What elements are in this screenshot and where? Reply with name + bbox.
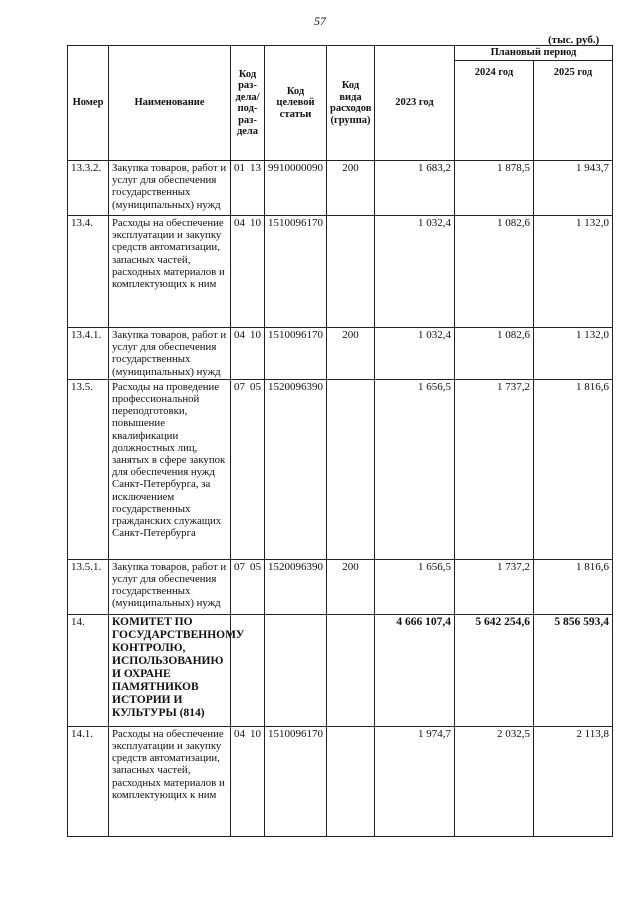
- row-value-2023: 1 032,4: [375, 216, 455, 328]
- row-expense-code: [327, 614, 375, 726]
- row-section-code: [231, 161, 265, 216]
- row-target-code: 1510096170: [265, 726, 327, 836]
- units-label: (тыс. руб.): [548, 34, 600, 46]
- section-code: 07: [234, 380, 245, 393]
- row-name: Расходы на проведение профессиональной переподготовки, повышение квалификации должностных лиц, занятых в сфере закупок для обеспечения нужд Санкт-Петербурга, за исключением государственных гражданских служащих Санкт-Петербурга: [109, 379, 231, 559]
- table-row: [68, 216, 613, 328]
- row-section-code: [231, 216, 265, 328]
- table-row: [68, 559, 613, 614]
- row-name: Закупка товаров, работ и услуг для обеспечения государственных (муниципальных) нужд: [109, 328, 231, 380]
- subsection-code: 10: [250, 217, 261, 229]
- table-row: [68, 379, 613, 559]
- subsection-code: 05: [250, 380, 261, 393]
- section-code: 04: [234, 329, 245, 341]
- row-target-code: 1520096390: [265, 379, 327, 559]
- row-value-2025: 1 132,0: [534, 328, 613, 380]
- row-section-code: [231, 328, 265, 380]
- section-code: 04: [234, 217, 245, 229]
- row-value-2025: 1 816,6: [534, 379, 613, 559]
- row-expense-code: 200: [327, 328, 375, 380]
- table-row: [68, 328, 613, 380]
- row-number: 13.4.1.: [68, 328, 109, 380]
- header-2024: 2024 год: [455, 60, 534, 160]
- row-number: 13.5.1.: [68, 559, 109, 614]
- row-number: 13.3.2.: [68, 161, 109, 216]
- section-code: 04: [234, 727, 245, 740]
- row-value-2024: 1 878,5: [455, 161, 534, 216]
- subsection-code: 10: [250, 727, 261, 740]
- row-value-2023: 1 656,5: [375, 379, 455, 559]
- row-value-2025: 1 816,6: [534, 559, 613, 614]
- row-value-2023: 1 656,5: [375, 559, 455, 614]
- row-expense-code: 200: [327, 161, 375, 216]
- row-expense-code: 200: [327, 559, 375, 614]
- row-expense-code: [327, 379, 375, 559]
- row-value-2024: 1 082,6: [455, 216, 534, 328]
- row-target-code: [265, 614, 327, 726]
- header-section: Код раз- дела/ под- раз- дела: [231, 46, 265, 161]
- row-value-2025: 1 132,0: [534, 216, 613, 328]
- page-number: 57: [314, 14, 326, 28]
- row-target-code: 1510096170: [265, 216, 327, 328]
- table-row: [68, 161, 613, 216]
- row-name: Расходы на обеспечение эксплуатации и закупку средств автоматизации, запасных частей, расходных материалов и комплектующих к ним: [109, 216, 231, 328]
- row-value-2025: 5 856 593,4: [534, 614, 613, 726]
- row-expense-code: [327, 726, 375, 836]
- header-target: Код целевой статьи: [265, 46, 327, 161]
- row-value-2023: 1 683,2: [375, 161, 455, 216]
- section-code: 07: [234, 560, 245, 573]
- row-number: 13.5.: [68, 379, 109, 559]
- row-value-2023: 1 032,4: [375, 328, 455, 380]
- row-target-code: 1520096390: [265, 559, 327, 614]
- table-row: [68, 614, 613, 726]
- row-value-2023: 1 974,7: [375, 726, 455, 836]
- header-expense: Код вида расходов (группа): [327, 46, 375, 161]
- row-section-code: [231, 559, 265, 614]
- row-value-2023: 4 666 107,4: [375, 614, 455, 726]
- section-code: 01: [234, 162, 245, 174]
- header-2023: 2023 год: [375, 46, 455, 161]
- row-name: Закупка товаров, работ и услуг для обеспечения государственных (муниципальных) нужд: [109, 559, 231, 614]
- row-value-2024: 5 642 254,6: [455, 614, 534, 726]
- subsection-code: 13: [250, 162, 261, 174]
- header-planned: Плановый период: [455, 46, 613, 61]
- row-section-code: [231, 726, 265, 836]
- subsection-code: 05: [250, 560, 261, 573]
- row-value-2024: 1 737,2: [455, 559, 534, 614]
- row-target-code: 1510096170: [265, 328, 327, 380]
- header-2025: 2025 год: [534, 60, 613, 160]
- row-number: 14.: [68, 614, 109, 726]
- budget-table: [67, 45, 613, 837]
- row-section-code: [231, 379, 265, 559]
- row-target-code: 9910000090: [265, 161, 327, 216]
- row-name: Расходы на обеспечение эксплуатации и закупку средств автоматизации, запасных частей, расходных материалов и комплектующих к ним: [109, 726, 231, 836]
- row-value-2025: 2 113,8: [534, 726, 613, 836]
- row-value-2024: 2 032,5: [455, 726, 534, 836]
- row-name: Закупка товаров, работ и услуг для обеспечения государственных (муниципальных) нужд: [109, 161, 231, 216]
- row-number: 14.1.: [68, 726, 109, 836]
- row-value-2024: 1 737,2: [455, 379, 534, 559]
- header-name: Наименование: [109, 46, 231, 161]
- row-value-2025: 1 943,7: [534, 161, 613, 216]
- table-row: [68, 726, 613, 836]
- row-value-2024: 1 082,6: [455, 328, 534, 380]
- header-number: Номер: [68, 46, 109, 161]
- row-expense-code: [327, 216, 375, 328]
- row-name: КОМИТЕТ ПО ГОСУДАРСТВЕННОМУ КОНТРОЛЮ, ИСПОЛЬЗОВАНИЮ И ОХРАНЕ ПАМЯТНИКОВ ИСТОРИИ И КУЛЬТУРЫ (814): [109, 614, 231, 726]
- row-number: 13.4.: [68, 216, 109, 328]
- subsection-code: 10: [250, 329, 261, 341]
